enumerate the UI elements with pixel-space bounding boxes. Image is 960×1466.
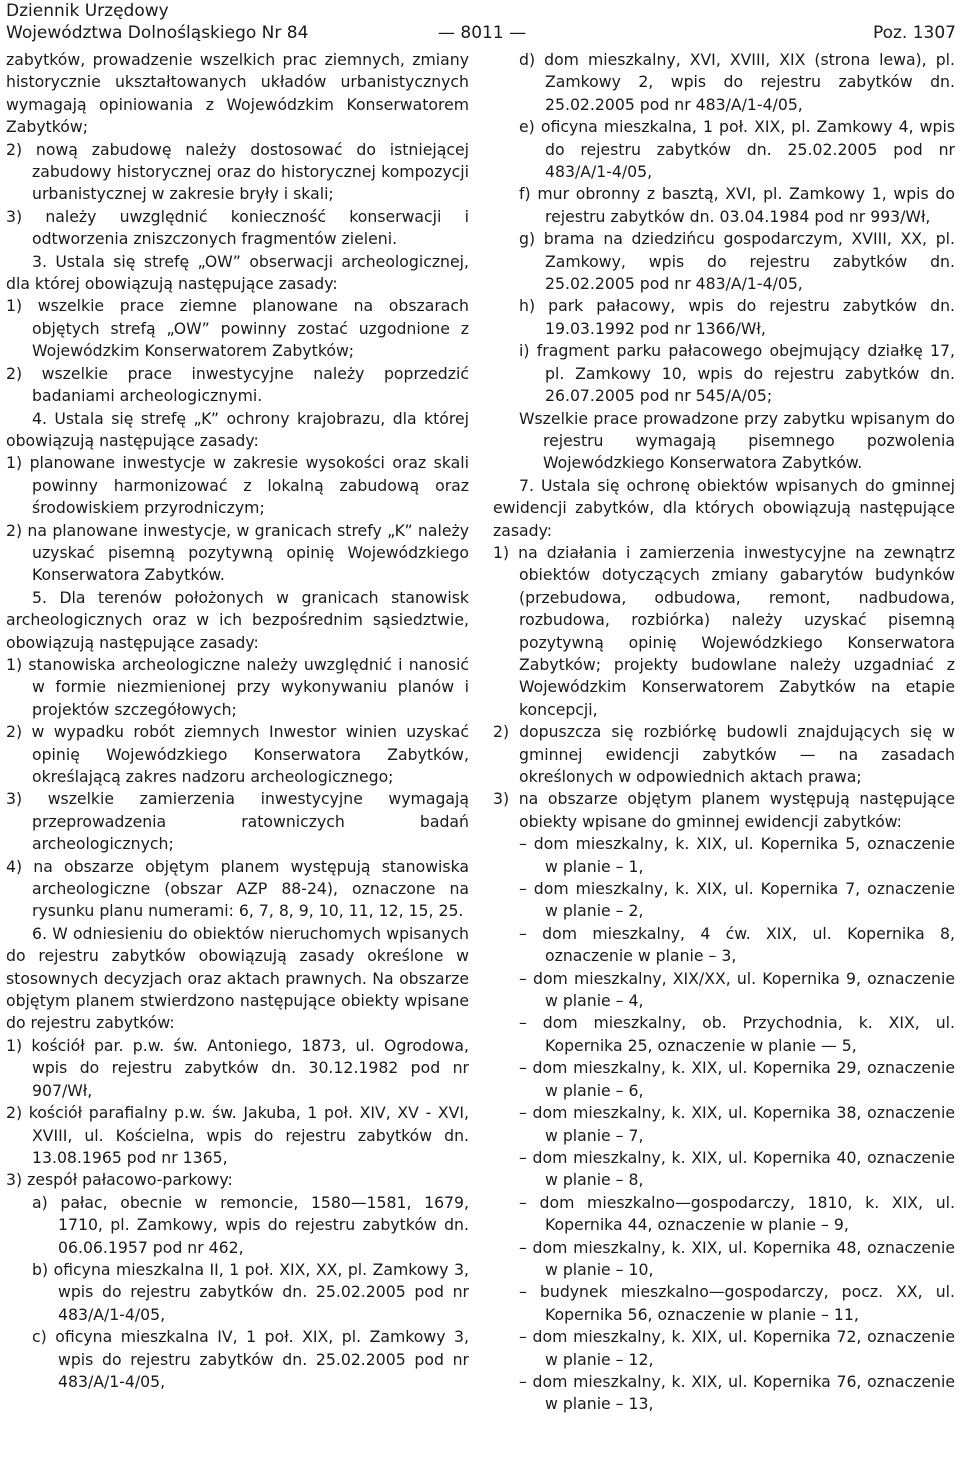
page-header xyxy=(6,0,956,44)
paragraph: a) pałac, obecnie w remoncie, 1580—1581, 1679, 1710, pl. Zamkowy, wpis do rejestru zabytków dn. 06.06.1957 pod nr 462, xyxy=(32,1192,469,1257)
right-column xyxy=(493,49,955,1416)
paragraph: 2) w wypadku robót ziemnych Inwestor winien uzyskać opinię Wojewódzkiego Konserwatora Zabytków, określającą zakres nadzoru archeologicznego; xyxy=(6,722,469,786)
journal-title: Dziennik Urzędowy xyxy=(6,1,169,21)
paragraph: – dom mieszkalny, k. XIX, ul. Kopernika 76, oznaczenie w planie – 13, xyxy=(519,1371,955,1414)
paragraph: – dom mieszkalny, XIX/XX, ul. Kopernika 9, oznaczenie w planie – 4, xyxy=(519,968,955,1011)
paragraph: 3) wszelkie zamierzenia inwestycyjne wymagają przeprowadzenia ratowniczych badań archeologicznych; xyxy=(6,789,469,854)
left-column xyxy=(6,49,469,1393)
paragraph: zabytków, prowadzenie wszelkich prac ziemnych, zmiany historycznie ukształtowanych układów urbanistycznych wymagają opiniowania z Wojewódzkim Konserwatorem Zabytków; xyxy=(6,50,469,137)
paragraph: – dom mieszkalny, k. XIX, ul. Kopernika 40, oznaczenie w planie – 8, xyxy=(519,1147,955,1190)
paragraph: – dom mieszkalny, k. XIX, ul. Kopernika 29, oznaczenie w planie – 6, xyxy=(519,1058,955,1100)
paragraph: – dom mieszkalny, k. XIX, ul. Kopernika 38, oznaczenie w planie – 7, xyxy=(519,1103,955,1145)
paragraph: f) mur obronny z basztą, XVI, pl. Zamkowy 1, wpis do rejestru zabytków dn. 03.04.1984 pod nr 993/Wł, xyxy=(519,184,955,226)
paragraph: 3. Ustala się strefę „OW” obserwacji archeologicznej, dla której obowiązują następujące zasady: xyxy=(6,251,469,294)
paragraph: Wszelkie prace prowadzone przy zabytku wpisanym do rejestru wymagają pisemnego pozwolenia Wojewódzkiego Konserwatora Zabytków. xyxy=(519,408,955,473)
paragraph: 5. Dla terenów położonych w granicach stanowisk archeologicznych oraz w ich bezpośrednim sąsiedztwie, obowiązują następujące zasady: xyxy=(6,587,469,652)
paragraph: – dom mieszkalny, ob. Przychodnia, k. XIX, ul. Kopernika 25, oznaczenie w planie — 5, xyxy=(519,1013,955,1055)
paragraph: 2) nową zabudowę należy dostosować do istniejącej zabudowy historycznej oraz do historycznej kompozycji urbanistycznej w zakresie bryły i skali; xyxy=(6,139,469,204)
paragraph: 1) planowane inwestycje w zakresie wysokości oraz skali powinny harmonizować z lokalną zabudową oraz środowiskiem przyrodniczym; xyxy=(6,453,469,518)
paragraph: 1) na działania i zamierzenia inwestycyjne na zewnątrz obiektów dotyczących zmiany gabarytów budynków (przebudowa, odbudowa, remont, nadbudowa, rozbudowa, rozbiórka) należy uzyskać pisemną pozytywną opinię Wojewódzkiego Konserwatora Zabytków; projekty budowlane należy uzgadniać z Wojewódzkim Konserwatorem Zabytków na etapie koncepcji, xyxy=(493,542,955,719)
paragraph: b) oficyna mieszkalna II, 1 poł. XIX, XX, pl. Zamkowy 3, wpis do rejestru zabytków dn. 25.02.2005 pod nr 483/A/1-4/05, xyxy=(32,1259,469,1324)
paragraph: 2) wszelkie prace inwestycyjne należy poprzedzić badaniami archeologicznymi. xyxy=(6,363,469,406)
paragraph: d) dom mieszkalny, XVI, XVIII, XIX (strona lewa), pl. Zamkowy 2, wpis do rejestru zabytków dn. 25.02.2005 pod nr 483/A/1-4/05, xyxy=(519,50,955,114)
paragraph: 2) kościół parafialny p.w. św. Jakuba, 1 poł. XIV, XV - XVI, XVIII, ul. Kościelna, wpis do rejestru zabytków dn. 13.08.1965 pod nr 1365, xyxy=(6,1103,469,1167)
paragraph: c) oficyna mieszkalna IV, 1 poł. XIX, pl. Zamkowy 3, wpis do rejestru zabytków dn. 25.02.2005 pod nr 483/A/1-4/05, xyxy=(32,1327,469,1391)
paragraph: 7. Ustala się ochronę obiektów wpisanych do gminnej ewidencji zabytków, dla których obowiązują następujące zasady: xyxy=(493,475,955,540)
paragraph: 3) na obszarze objętym planem występują następujące obiekty wpisane do gminnej ewidencji zabytków: xyxy=(493,789,955,831)
paragraph: 3) zespół pałacowo-parkowy: xyxy=(6,1170,233,1190)
paragraph: – dom mieszkalny, k. XIX, ul. Kopernika 72, oznaczenie w planie – 12, xyxy=(519,1327,955,1369)
paragraph: – dom mieszkalny, k. XIX, ul. Kopernika 7, oznaczenie w planie – 2, xyxy=(519,879,955,921)
paragraph: 2) dopuszcza się rozbiórkę budowli znajdujących się w gminnej ewidencji zabytków — na zasadach określonych w odpowiednich aktach prawa; xyxy=(493,722,955,786)
paragraph: g) brama na dziedzińcu gospodarczym, XVIII, XX, pl. Zamkowy, wpis do rejestru zabytków dn. 25.02.2005 pod nr 483/A/1-4/05, xyxy=(519,229,955,294)
paragraph: 2) na planowane inwestycje, w granicach strefy „K” należy uzyskać pisemną pozytywną opinię Wojewódzkiego Konserwatora Zabytków. xyxy=(6,520,469,585)
paragraph: 4. Ustala się strefę „K” ochrony krajobrazu, dla której obowiązują następujące zasady: xyxy=(6,408,469,450)
paragraph: h) park pałacowy, wpis do rejestru zabytków dn. 19.03.1992 pod nr 1366/Wł, xyxy=(519,296,955,338)
voivodeship-issue: Województwa Dolnośląskiego Nr 84 xyxy=(6,23,309,43)
paragraph: – dom mieszkalno—gospodarczy, 1810, k. XIX, ul. Kopernika 44, oznaczenie w planie – 9, xyxy=(519,1192,955,1235)
paragraph: – dom mieszkalny, k. XIX, ul. Kopernika 48, oznaczenie w planie – 10, xyxy=(519,1237,955,1279)
paragraph: 1) kościół par. p.w. św. Antoniego, 1873, ul. Ogrodowa, wpis do rejestru zabytków dn. 30.12.1982 pod nr 907/Wł, xyxy=(6,1035,469,1100)
paragraph: e) oficyna mieszkalna, 1 poł. XIX, pl. Zamkowy 4, wpis do rejestru zabytków dn. 25.02.2005 pod nr 483/A/1-4/05, xyxy=(519,117,955,182)
paragraph: 6. W odniesieniu do obiektów nieruchomych wpisanych do rejestru zabytków obowiązują zasady określone w stosownych decyzjach oraz aktach prawnych. Na obszarze objętym planem stwierdzono następujące obiekty wpisane do rejestru zabytków: xyxy=(6,923,469,1033)
position-number: Poz. 1307 xyxy=(872,23,956,43)
paragraph: 1) stanowiska archeologiczne należy uwzględnić i nanosić w formie niezmienionej przy wykonywaniu planów i projektów szczegółowych; xyxy=(6,654,469,719)
header-row xyxy=(6,22,956,44)
paragraph: 3) należy uwzględnić konieczność konserwacji i odtworzenia zniszczonych fragmentów zieleni. xyxy=(6,206,469,249)
page-number: — 8011 — xyxy=(438,23,527,43)
paragraph: i) fragment parku pałacowego obejmujący działkę 17, pl. Zamkowy 10, wpis do rejestru zabytków dn. 26.07.2005 pod nr 545/A/05; xyxy=(519,341,955,406)
paragraph: – dom mieszkalny, k. XIX, ul. Kopernika 5, oznaczenie w planie – 1, xyxy=(519,834,955,876)
paragraph: – budynek mieszkalno—gospodarczy, pocz. XX, ul. Kopernika 56, oznaczenie w planie – 11, xyxy=(519,1282,955,1324)
paragraph: 1) wszelkie prace ziemne planowane na obszarach objętych strefą „OW” powinny zostać uzgodnione z Wojewódzkim Konserwatorem Zabytków; xyxy=(6,296,469,361)
paragraph: – dom mieszkalny, 4 ćw. XIX, ul. Kopernika 8, oznaczenie w planie – 3, xyxy=(519,923,955,966)
paragraph: 4) na obszarze objętym planem występują stanowiska archeologiczne (obszar AZP 88-24), oznaczone na rysunku planu numerami: 6, 7, 8, 9, 10, 11, 12, 15, 25. xyxy=(6,856,469,921)
